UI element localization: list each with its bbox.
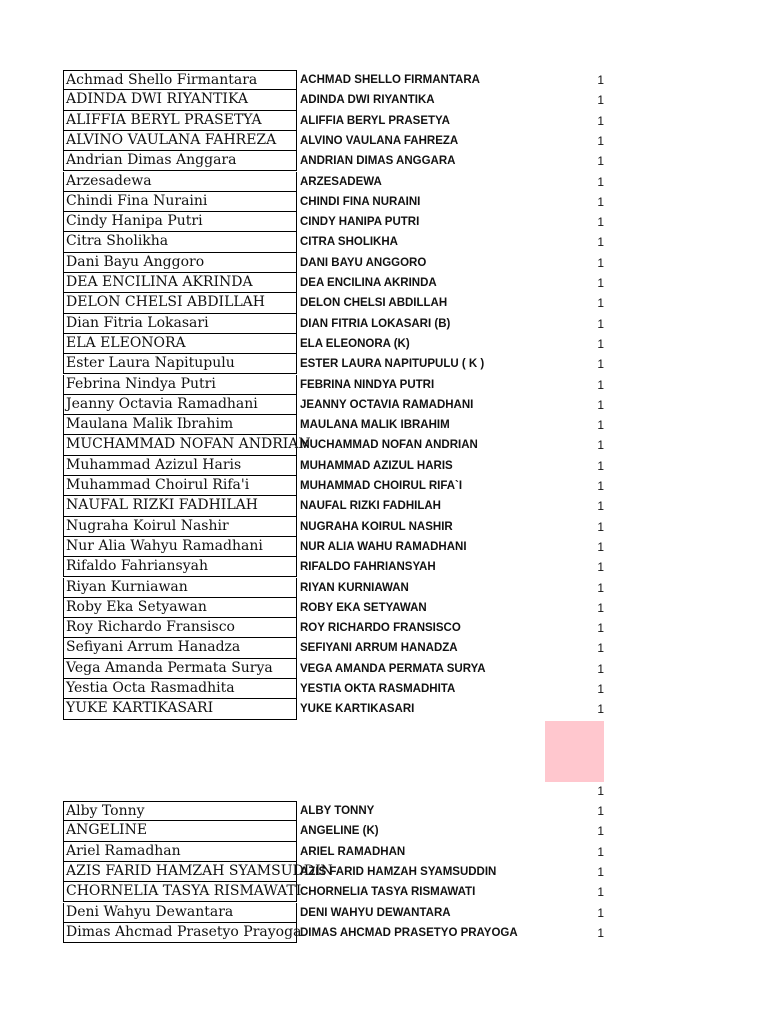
table-row [0, 537, 768, 557]
count-cell[interactable]: 1 [597, 905, 604, 920]
table-row [0, 90, 768, 110]
name-cell[interactable]: Nur Alia Wahyu Ramadhani [63, 537, 297, 557]
table-row [0, 903, 768, 923]
uppercase-name-cell[interactable]: DANI BAYU ANGGORO [300, 256, 427, 269]
highlighted-cell[interactable] [545, 721, 604, 782]
table-row [0, 821, 768, 841]
table-row [0, 151, 768, 171]
count-cell[interactable]: 1 [597, 154, 604, 169]
count-cell[interactable]: 1 [597, 925, 604, 940]
count-cell[interactable]: 1 [597, 113, 604, 128]
count-cell[interactable]: 1 [597, 499, 604, 514]
count-cell[interactable]: 1 [597, 397, 604, 412]
name-cell[interactable]: Nugraha Koirul Nashir [63, 517, 297, 537]
uppercase-name-cell[interactable]: MAULANA MALIK IBRAHIM [300, 419, 450, 432]
table-row [0, 618, 768, 638]
table-row [0, 517, 768, 537]
name-cell[interactable]: YUKE KARTIKASARI [63, 699, 297, 719]
name-cell[interactable]: ANGELINE [63, 821, 297, 841]
table-row [0, 638, 768, 658]
name-cell[interactable]: Arzesadewa [63, 172, 297, 192]
name-cell[interactable]: Yestia Octa Rasmadhita [63, 679, 297, 699]
count-cell[interactable]: 1 [597, 885, 604, 900]
uppercase-name-cell[interactable]: VEGA AMANDA PERMATA SURYA [300, 662, 486, 675]
name-cell[interactable]: Dani Bayu Anggoro [63, 253, 297, 273]
table-row [0, 496, 768, 516]
table-row [0, 172, 768, 192]
count-cell[interactable]: 1 [597, 194, 604, 209]
table-row [0, 334, 768, 354]
name-cell[interactable]: Chindi Fina Nuraini [63, 192, 297, 212]
table-row [0, 395, 768, 415]
uppercase-name-cell[interactable]: JEANNY OCTAVIA RAMADHANI [300, 398, 474, 411]
uppercase-name-cell[interactable]: ADINDA DWI RIYANTIKA [300, 94, 435, 107]
uppercase-name-cell[interactable]: MUHAMMAD AZIZUL HARIS [300, 459, 453, 472]
uppercase-name-cell[interactable]: SEFIYANI ARRUM HANADZA [300, 642, 458, 655]
name-cell[interactable]: ALIFFIA BERYL PRASETYA [63, 111, 297, 131]
count-cell[interactable]: 1 [597, 864, 604, 879]
table-row [0, 70, 768, 90]
count-cell[interactable]: 1 [597, 458, 604, 473]
table-row [0, 253, 768, 273]
name-cell[interactable]: MUCHAMMAD NOFAN ANDRIAN [63, 435, 297, 455]
table-row [0, 111, 768, 131]
count-cell[interactable]: 1 [597, 844, 604, 859]
count-cell[interactable]: 1 [597, 580, 604, 595]
count-cell[interactable]: 1 [597, 661, 604, 676]
uppercase-name-cell[interactable]: YESTIA OKTA RASMADHITA [300, 683, 456, 695]
table-row [0, 679, 768, 699]
name-cell[interactable]: Muhammad Choirul Rifa'i [63, 476, 297, 496]
uppercase-name-cell[interactable]: ALBY TONNY [300, 805, 375, 817]
uppercase-name-cell[interactable]: AZIS FARID HAMZAH SYAMSUDDIN [300, 865, 497, 878]
count-cell[interactable]: 1 [597, 479, 604, 493]
uppercase-name-cell[interactable]: YUKE KARTIKASARI [300, 703, 415, 716]
name-cell[interactable]: ALVINO VAULANA FAHREZA [63, 131, 297, 151]
count-cell[interactable]: 1 [597, 255, 604, 270]
name-cell[interactable]: Dian Fitria Lokasari [63, 314, 297, 334]
count-cell[interactable]: 1 [597, 702, 604, 717]
name-cell[interactable]: Citra Sholikha [63, 232, 297, 252]
name-cell[interactable]: Maulana Malik Ibrahim [63, 415, 297, 435]
count-cell[interactable]: 1 [597, 133, 604, 148]
count-cell[interactable]: 1 [597, 418, 604, 433]
count-cell[interactable]: 1 [597, 641, 604, 656]
uppercase-name-cell[interactable]: MUCHAMMAD NOFAN ANDRIAN [300, 439, 478, 452]
uppercase-name-cell[interactable]: MUHAMMAD CHOIRUL RIFA`I [300, 480, 463, 492]
name-cell[interactable]: CHORNELIA TASYA RISMAWATI [63, 882, 297, 902]
name-cell[interactable]: Febrina Nindya Putri [63, 375, 297, 395]
table-row [0, 923, 768, 943]
name-cell[interactable]: Cindy Hanipa Putri [63, 212, 297, 232]
name-cell[interactable]: Rifaldo Fahriansyah [63, 557, 297, 577]
count-cell[interactable]: 1 [597, 215, 604, 230]
table-row [0, 862, 768, 882]
name-cell[interactable]: Roby Eka Setyawan [63, 598, 297, 618]
name-cell[interactable]: Dimas Ahcmad Prasetyo Prayoga [63, 923, 297, 943]
table-row [0, 699, 768, 719]
table-row [0, 375, 768, 395]
count-cell[interactable]: 1 [597, 539, 604, 554]
uppercase-name-cell[interactable]: FEBRINA NINDYA PUTRI [300, 378, 435, 391]
count-cell[interactable]: 1 [597, 73, 604, 87]
uppercase-name-cell[interactable]: DENI WAHYU DEWANTARA [300, 906, 451, 919]
uppercase-name-cell[interactable]: ESTER LAURA NAPITUPULU ( K ) [300, 358, 485, 371]
count-cell[interactable]: 1 [597, 804, 604, 818]
table-row [0, 212, 768, 232]
table-row [0, 293, 768, 313]
name-cell[interactable]: Muhammad Azizul Haris [63, 456, 297, 476]
name-cell[interactable]: AZIS FARID HAMZAH SYAMSUDDIN [63, 862, 297, 882]
name-cell[interactable]: Ester Laura Napitupulu [63, 354, 297, 374]
table-row [0, 273, 768, 293]
count-cell[interactable]: 1 [597, 336, 604, 351]
uppercase-name-cell[interactable]: RIYAN KURNIAWAN [300, 581, 409, 594]
name-cell[interactable]: Vega Amanda Permata Surya [63, 659, 297, 679]
uppercase-name-cell[interactable]: CITRA SHOLIKHA [300, 236, 398, 249]
table-row [0, 456, 768, 476]
count-cell[interactable]: 1 [597, 316, 604, 331]
name-cell[interactable]: Andrian Dimas Anggara [63, 151, 297, 171]
count-cell[interactable]: 1 [597, 93, 604, 108]
table-row [0, 557, 768, 577]
table-row [0, 659, 768, 679]
table-row [0, 476, 768, 496]
uppercase-name-cell[interactable]: ARZESADEWA [300, 175, 382, 188]
count-cell[interactable]: 1 [597, 276, 604, 290]
uppercase-name-cell[interactable]: NUGRAHA KOIRUL NASHIR [300, 520, 453, 533]
count-cell[interactable]: 1 [597, 174, 604, 189]
count-cell[interactable]: 1 [597, 235, 604, 250]
name-cell[interactable]: Ariel Ramadhan [63, 842, 297, 862]
uppercase-name-cell[interactable]: ALIFFIA BERYL PRASETYA [300, 114, 450, 127]
uppercase-name-cell[interactable]: ROY RICHARDO FRANSISCO [300, 622, 461, 635]
uppercase-name-cell[interactable]: ACHMAD SHELLO FIRMANTARA [300, 74, 480, 86]
table-row [0, 192, 768, 212]
uppercase-name-cell[interactable]: RIFALDO FAHRIANSYAH [300, 561, 436, 574]
table-row [0, 882, 768, 902]
table-row [0, 435, 768, 455]
name-cell[interactable]: Achmad Shello Firmantara [63, 70, 297, 90]
table-row [0, 801, 768, 821]
uppercase-name-cell[interactable]: CHINDI FINA NURAINI [300, 195, 421, 208]
table-row [0, 232, 768, 252]
uppercase-name-cell[interactable]: CINDY HANIPA PUTRI [300, 216, 420, 229]
count-cell[interactable]: 1 [597, 438, 604, 453]
name-cell[interactable]: Deni Wahyu Dewantara [63, 903, 297, 923]
uppercase-name-cell[interactable]: ANDRIAN DIMAS ANGGARA [300, 155, 456, 168]
count-cell[interactable]: 1 [597, 600, 604, 615]
count-cell[interactable]: 1 [597, 784, 604, 798]
name-cell[interactable]: Roy Richardo Fransisco [63, 618, 297, 638]
count-cell[interactable]: 1 [597, 824, 604, 839]
uppercase-name-cell[interactable]: ANGELINE (K) [300, 825, 379, 838]
uppercase-name-cell[interactable]: ROBY EKA SETYAWAN [300, 601, 427, 614]
uppercase-name-cell[interactable]: ARIEL RAMADHAN [300, 845, 406, 858]
name-cell[interactable]: NAUFAL RIZKI FADHILAH [63, 496, 297, 516]
uppercase-name-cell[interactable]: DIAN FITRIA LOKASARI (B) [300, 317, 451, 330]
table-row [0, 354, 768, 374]
count-cell[interactable]: 1 [597, 377, 604, 392]
name-cell[interactable]: Jeanny Octavia Ramadhani [63, 395, 297, 415]
uppercase-name-cell[interactable]: DELON CHELSI ABDILLAH [300, 297, 448, 310]
uppercase-name-cell[interactable]: DEA ENCILINA AKRINDA [300, 277, 437, 289]
uppercase-name-cell[interactable]: ELA ELEONORA (K) [300, 337, 410, 350]
name-cell[interactable]: Alby Tonny [63, 801, 297, 821]
uppercase-name-cell[interactable]: NUR ALIA WAHU RAMADHANI [300, 540, 467, 553]
count-cell[interactable]: 1 [597, 560, 604, 575]
table-row [0, 131, 768, 151]
table-row [0, 415, 768, 435]
uppercase-name-cell[interactable]: CHORNELIA TASYA RISMAWATI [300, 886, 476, 899]
name-cell[interactable]: DELON CHELSI ABDILLAH [63, 293, 297, 313]
table-row [0, 314, 768, 334]
count-cell[interactable]: 1 [597, 519, 604, 534]
count-cell[interactable]: 1 [597, 621, 604, 636]
table-row [0, 598, 768, 618]
name-cell[interactable]: Sefiyani Arrum Hanadza [63, 638, 297, 658]
uppercase-name-cell[interactable]: NAUFAL RIZKI FADHILAH [300, 500, 441, 513]
name-cell[interactable]: ELA ELEONORA [63, 334, 297, 354]
uppercase-name-cell[interactable]: ALVINO VAULANA FAHREZA [300, 134, 459, 147]
count-cell[interactable]: 1 [597, 682, 604, 696]
count-cell[interactable]: 1 [597, 296, 604, 311]
uppercase-name-cell[interactable]: DIMAS AHCMAD PRASETYO PRAYOGA [300, 926, 518, 939]
name-cell[interactable]: DEA ENCILINA AKRINDA [63, 273, 297, 293]
name-cell[interactable]: ADINDA DWI RIYANTIKA [63, 90, 297, 110]
count-cell[interactable]: 1 [597, 357, 604, 372]
table-row [0, 842, 768, 862]
name-cell[interactable]: Riyan Kurniawan [63, 578, 297, 598]
table-row [0, 578, 768, 598]
